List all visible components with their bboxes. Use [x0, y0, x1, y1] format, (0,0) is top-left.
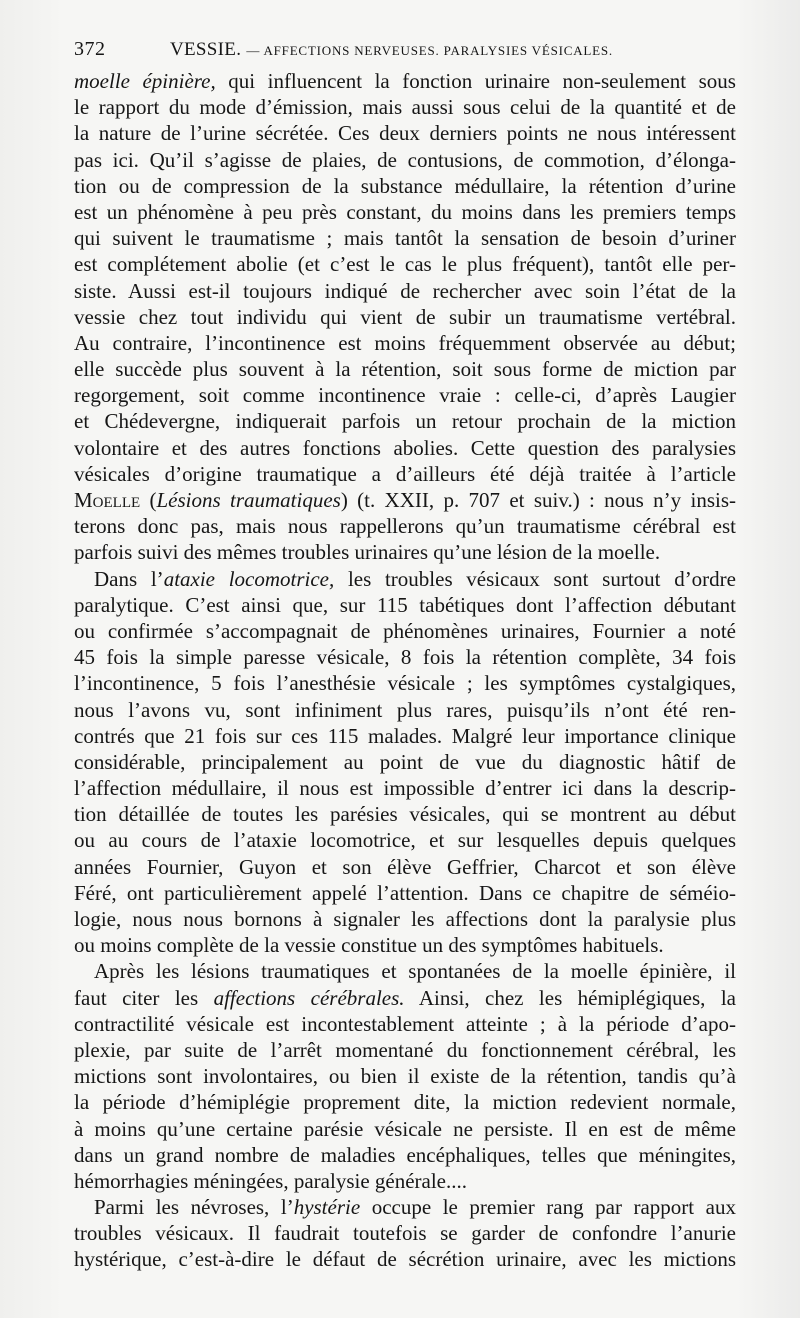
- text-run: plexie, par suite de l’arrêt momentané du fonctionnement cérébral, les: [74, 1037, 736, 1062]
- text-line: [74, 1063, 736, 1089]
- text-line: [74, 1116, 736, 1142]
- text-run: (: [140, 488, 157, 512]
- text-run: l’affection médullaire, il nous est impossible d’entrer ici dans la descrip-: [74, 776, 736, 801]
- text-line: [74, 304, 736, 330]
- text-line: [74, 1246, 736, 1272]
- text-line: [74, 1168, 736, 1194]
- text-run: Parmi les névroses, l’: [94, 1195, 294, 1220]
- text-line: [74, 435, 736, 461]
- text-run: ) (t. XXII, p. 707 et suiv.) : nous n’y insis-: [340, 488, 736, 512]
- text-run: mictions sont involontaires, ou bien il existe de la rétention, tandis qu’à: [74, 1064, 736, 1089]
- text-line: [74, 1011, 736, 1037]
- text-line: [74, 251, 736, 277]
- text-run: contrés que 21 fois sur ces 115 malades. Malgré leur importance clinique: [74, 723, 736, 748]
- text-run: ou au cours de l’ataxie locomotrice, et sur lesquelles depuis quelques: [74, 828, 736, 853]
- text-run: ou confirmée s’accompagnait de phénomènes urinaires, Fournier a noté: [74, 618, 736, 643]
- text-line: [74, 173, 736, 199]
- text-line: [74, 539, 736, 565]
- text-run: faut citer les: [74, 985, 214, 1010]
- text-line: [74, 801, 736, 827]
- text-line: [74, 985, 736, 1011]
- text-run: occupe le premier rang par rapport aux: [360, 1195, 736, 1220]
- text-run: elle succède plus souvent à la rétention, soit sous forme de miction par: [74, 357, 736, 382]
- text-line: [74, 487, 736, 513]
- text-line: [74, 644, 736, 670]
- text-run: est complétement abolie (et c’est le cas le plus fréquent), tantôt elle per-: [74, 252, 736, 277]
- text-run: volontaire et des autres fonctions abolies. Cette question des paralysies: [74, 435, 736, 460]
- text-line: [74, 880, 736, 906]
- text-line: [74, 749, 736, 775]
- text-line: [74, 513, 736, 539]
- text-line: [74, 827, 736, 853]
- text-run: hystérique, c’est-à-dire le défaut de sécrétion urinaire, avec les mictions: [74, 1247, 736, 1272]
- text-run: les troubles vésicaux sont surtout d’ordre: [334, 566, 736, 591]
- text-run: ou moins complète de la vessie constitue un des symptômes habituels.: [74, 933, 664, 958]
- text-run: 45 fois la simple paresse vésicale, 8 fois la rétention complète, 34 fois: [74, 645, 736, 670]
- text-run: Féré, ont particulièrement appelé l’attention. Dans ce chapitre de séméio-: [74, 880, 736, 905]
- text-line: [74, 1089, 736, 1115]
- text-run: hémorrhagies méningées, paralysie générale....: [74, 1168, 468, 1193]
- text-run: le rapport du mode d’émission, mais aussi sous celui de la quantité et de: [74, 95, 736, 120]
- italic-text: hystérie: [293, 1195, 361, 1220]
- text-run: et Chédevergne, indiquerait parfois un retour prochain de la miction: [74, 409, 736, 434]
- small-caps-text: Moelle: [74, 488, 141, 512]
- text-line: [74, 906, 736, 932]
- text-line: [74, 461, 736, 487]
- text-line: [74, 94, 736, 120]
- text-run: la période d’hémiplégie proprement dite, la miction redevient normale,: [74, 1090, 736, 1115]
- italic-text: ataxie locomotrice,: [163, 566, 335, 591]
- text-line: [74, 356, 736, 382]
- text-line: [74, 1220, 736, 1246]
- text-run: nous l’avons vu, sont infiniment plus rares, puisqu’ils n’ont été ren-: [74, 697, 736, 722]
- text-line: [74, 775, 736, 801]
- text-run: regorgement, soit comme incontinence vraie : celle-ci, d’après Laugier: [74, 383, 736, 408]
- italic-text: moelle épinière,: [74, 69, 216, 93]
- text-run: Au contraire, l’incontinence est moins fréquemment observée au début;: [74, 330, 736, 355]
- italic-text: Lésions traumatiques: [156, 488, 341, 512]
- text-line: [74, 382, 736, 408]
- text-run: siste. Aussi est-il toujours indiqué de rechercher avec soin l’état de la: [74, 278, 736, 303]
- text-line: [74, 147, 736, 173]
- text-run: vessie chez tout individu qui vient de subir un traumatisme vertébral.: [74, 304, 736, 329]
- text-run: troubles vésicaux. Il faudrait toutefois se garder de confondre l’anurie: [74, 1221, 736, 1246]
- text-line: [74, 723, 736, 749]
- text-run: pas ici. Qu’il s’agisse de plaies, de contusions, de commotion, d’élonga-: [74, 147, 736, 172]
- text-run: dans un grand nombre de maladies encéphaliques, telles que méningites,: [74, 1142, 736, 1167]
- text-line: [74, 225, 736, 251]
- text-run: parfois suivi des mêmes troubles urinaires qu’une lésion de la moelle.: [74, 540, 661, 565]
- page-header: [74, 38, 734, 68]
- page-number: 372: [74, 38, 106, 60]
- text-run: Dans l’: [94, 566, 164, 591]
- text-run: terons donc pas, mais nous rappellerons qu’un traumatisme cérébral est: [74, 514, 736, 539]
- text-run: tion détaillée de toutes les parésies vésicales, qui se montrent au début: [74, 802, 736, 827]
- text-line: [74, 670, 736, 696]
- text-run: années Fournier, Guyon et son élève Geffrier, Charcot et son élève: [74, 854, 736, 879]
- text-line: [74, 199, 736, 225]
- text-run: est un phénomène à peu près constant, du moins dans les premiers temps: [74, 199, 736, 224]
- text-line: [74, 618, 736, 644]
- text-run: à moins qu’une certaine parésie vésicale ne persiste. Il en est de même: [74, 1116, 736, 1141]
- text-line: [74, 120, 736, 146]
- text-line: [74, 854, 736, 880]
- running-head: [170, 39, 613, 61]
- text-run: considérable, principalement au point de vue du diagnostic hâtif de: [74, 749, 736, 774]
- text-run: Ainsi, chez les hémiplégiques, la: [404, 985, 736, 1010]
- text-run: contractilité vésicale est incontestablement atteinte ; à la période d’apo-: [74, 1011, 736, 1036]
- text-run: paralytique. C’est ainsi que, sur 115 tabétiques dont l’affection débutant: [74, 592, 736, 617]
- text-run: vésicales d’origine traumatique a d’ailleurs été déjà traitée à l’article: [74, 461, 736, 486]
- text-run: tion ou de compression de la substance médullaire, la rétention d’urine: [74, 173, 736, 198]
- text-line: [74, 330, 736, 356]
- text-run: la nature de l’urine sécrétée. Ces deux derniers points ne nous intéressent: [74, 121, 736, 146]
- text-line: [74, 1142, 736, 1168]
- text-line: [74, 697, 736, 723]
- running-head-title: VESSIE.: [170, 39, 242, 60]
- text-run: qui influencent la fonction urinaire non-seulement sous: [215, 69, 736, 93]
- text-line: [74, 592, 736, 618]
- text-line: [74, 1194, 736, 1220]
- text-line: [74, 1037, 736, 1063]
- text-line: [74, 932, 736, 958]
- running-head-subtitle: — AFFECTIONS NERVEUSES. PARALYSIES VÉSICALES.: [246, 43, 613, 58]
- text-run: logie, nous nous bornons à signaler les affections dont la paralysie plus: [74, 907, 736, 931]
- text-run: Après les lésions traumatiques et spontanées de la moelle épinière, il: [94, 959, 736, 984]
- text-run: qui suivent le traumatisme ; mais tantôt la sensation de besoin d’uriner: [74, 226, 736, 251]
- page-body-text: [74, 68, 736, 1273]
- text-run: l’incontinence, 5 fois l’anesthésie vésicale ; les symptômes cystalgiques,: [74, 671, 736, 696]
- text-line: [74, 408, 736, 434]
- italic-text: affections cérébrales.: [213, 985, 405, 1010]
- text-line: [74, 566, 736, 592]
- text-line: [74, 958, 736, 984]
- text-line: [74, 68, 736, 94]
- text-line: [74, 278, 736, 304]
